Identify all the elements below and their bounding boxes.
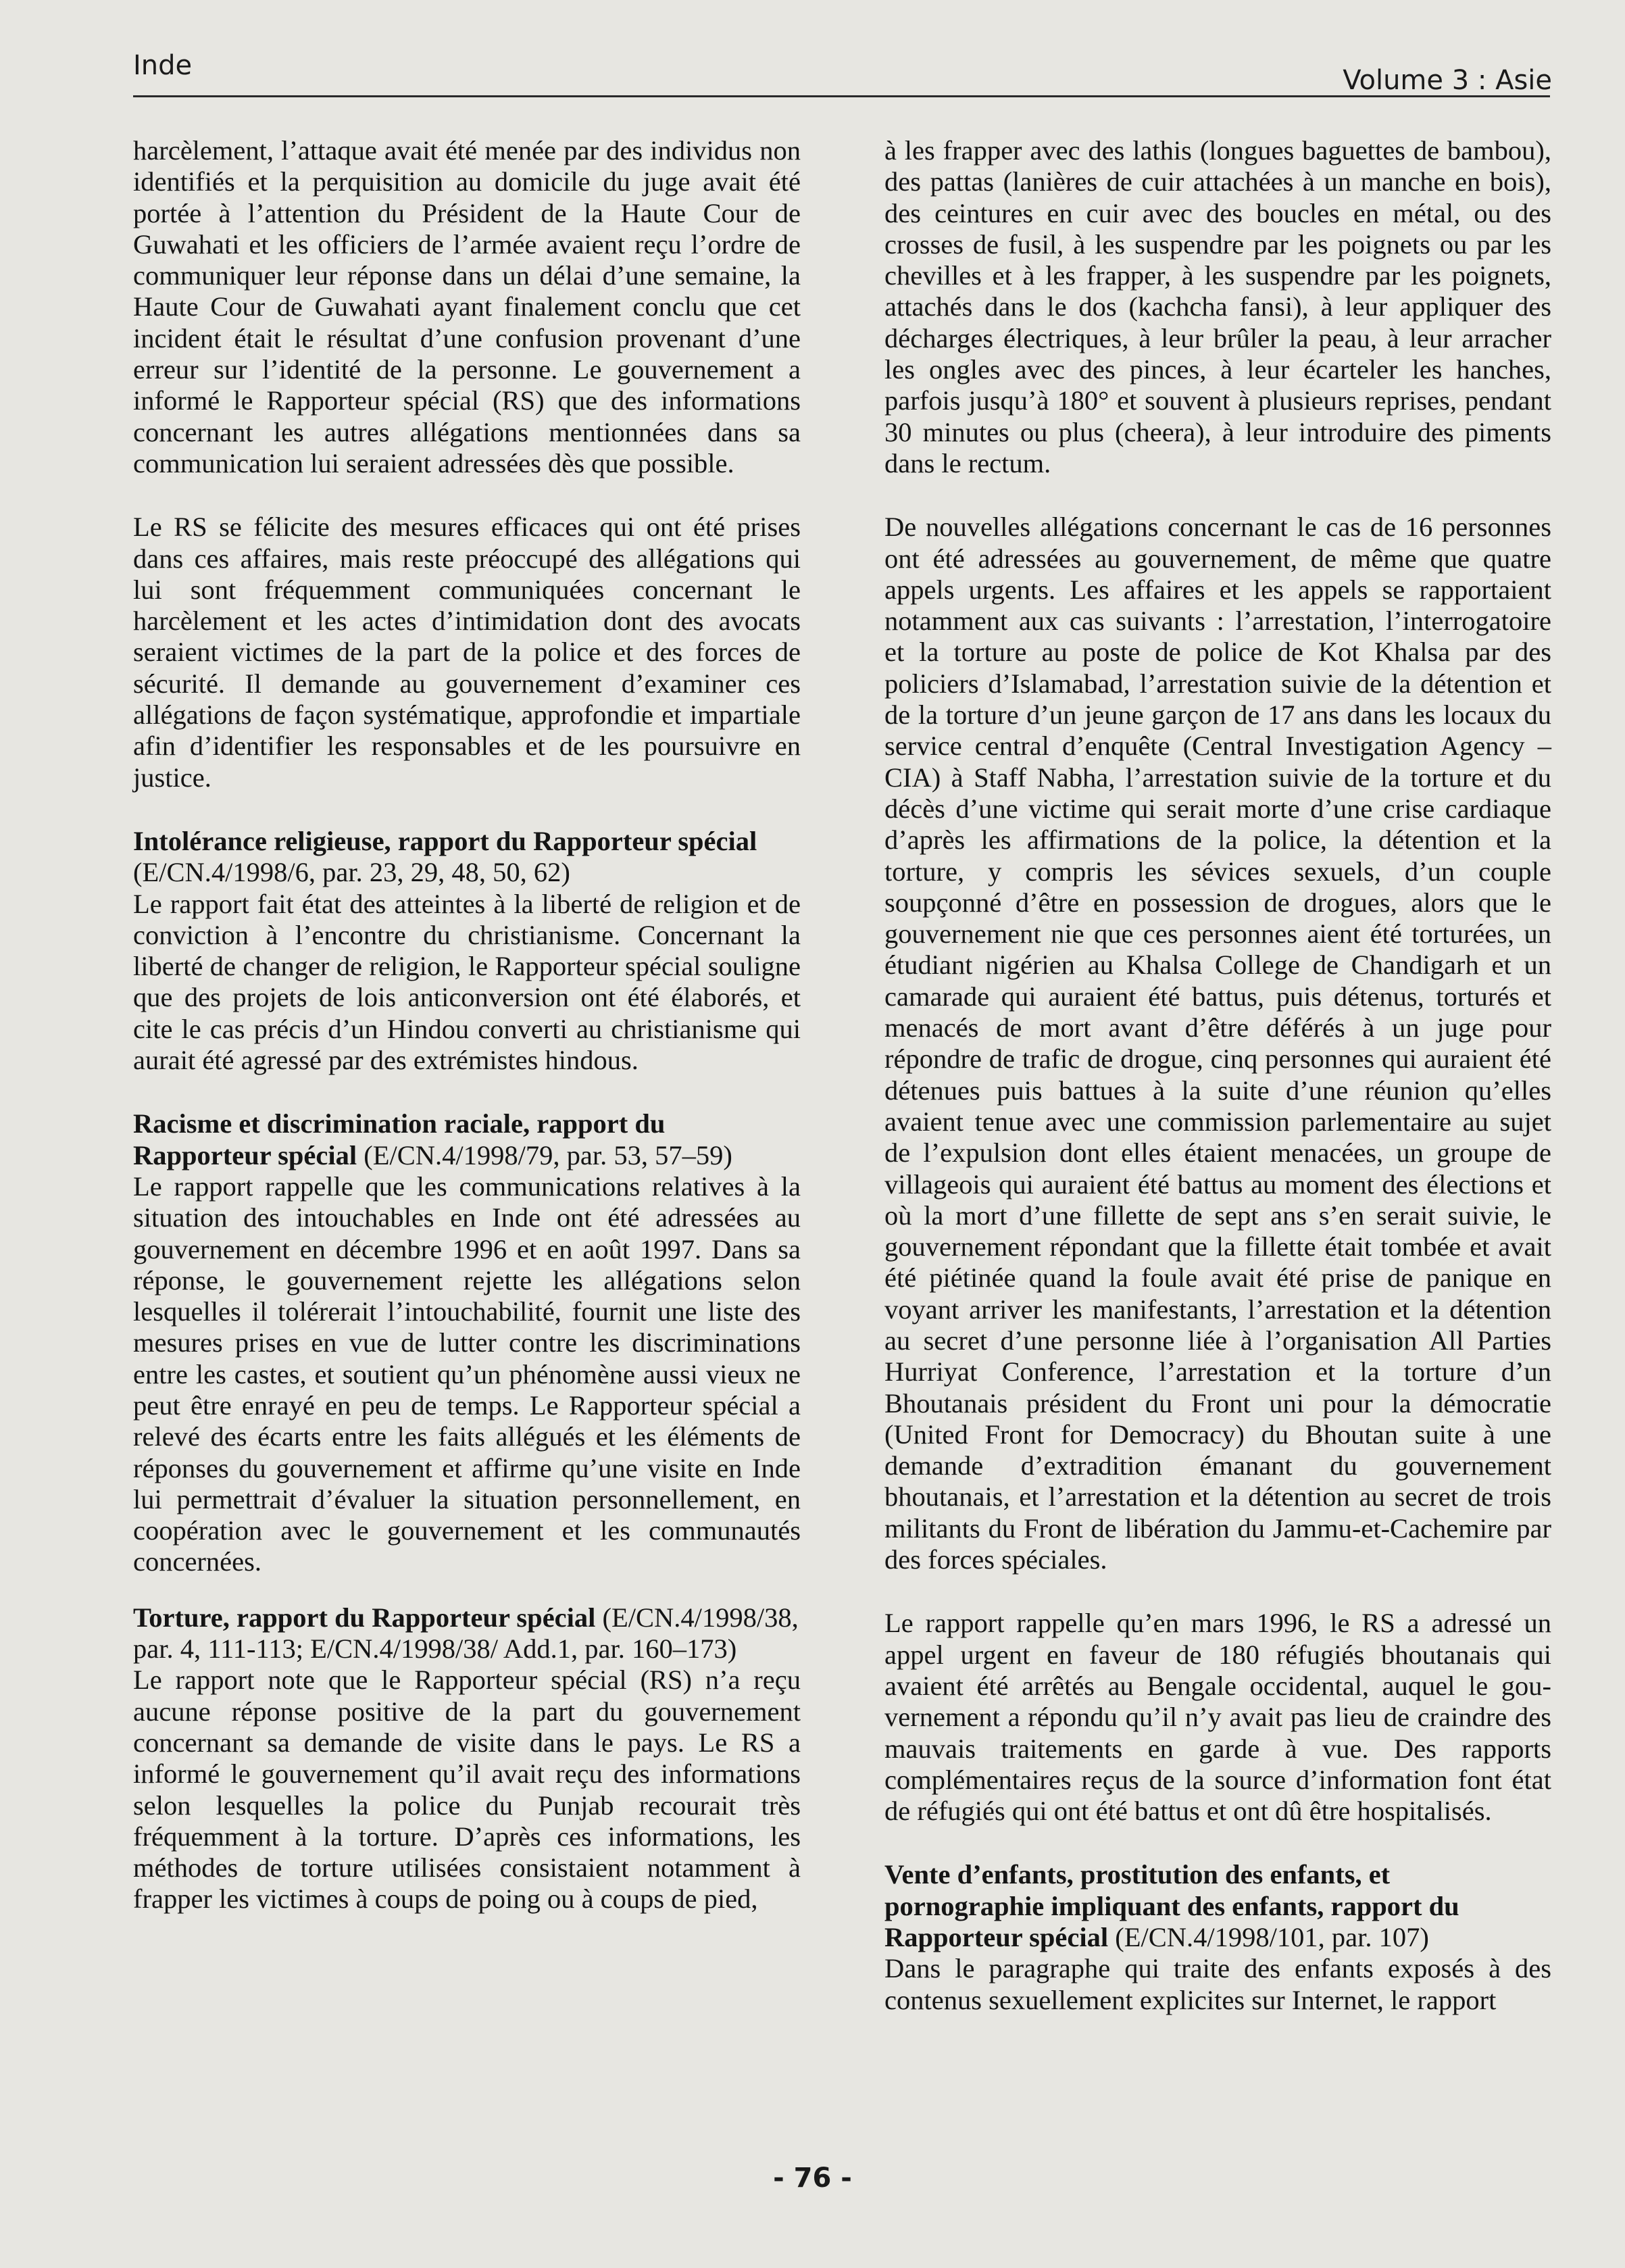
section-heading bbox=[884, 1859, 1551, 1953]
section-heading-title: Torture, rapport du Rapporteur spécial bbox=[133, 1602, 596, 1633]
right-column bbox=[884, 135, 1551, 2016]
section-heading-title: Vente d’enfants, prostitution des enfants, et pornographie impliquant des enfants, rapport du Rapporteur spécial bbox=[884, 1859, 1459, 1953]
paragraph: harcèlement, l’attaque avait été menée par des individus non identifiés et la perquisition au domicile du juge avait été portée à l’attention du Président de la Haute Cour de Guwahati et les officiers de l’armée avaient reçu l’ordre de communiquer leur réponse dans un délai d’une semaine, la Haute Cour de Guwahati ayant finalement conclu que cet incident était le résultat d’une confusion provenant d’une erreur sur l’identité de la personne. Le gouvernement a informé le Rapporteur spécial (RS) que des informations concernant les autres allégations mentionnées dans sa communication lui seraient adressées dès que possible. bbox=[133, 135, 801, 478]
paragraph: à les frapper avec des lathis (longues baguettes de bambou), des pattas (lanières de cuir attachées à un manche en bois), des ceintures en cuir avec des boucles en métal, ou des crosses de fusil, à les suspendre par les poignets ou par les chevilles et à les frapper, à les suspendre par les poignets, attachés dans le dos (kachcha fansi), à leur appliquer des décharges électriques, à leur brûler la peau, à leur arracher les ongles avec des pinces, à leur écarteler les hanches, parfois jusqu’à 180° et souvent à plusieurs reprises, pendant 30 minutes ou plus (cheera), à leur introduire des piments dans le rectum. bbox=[884, 135, 1551, 478]
paragraph: Dans le paragraphe qui traite des enfants exposés à des contenus sexuellement explicites sur Internet, le rapport bbox=[884, 1953, 1551, 2015]
running-header-country: Inde bbox=[133, 50, 193, 81]
section-heading bbox=[133, 1108, 801, 1171]
section-heading-reference: (E/CN.4/1998/6, par. 23, 29, 48, 50, 62) bbox=[133, 857, 570, 888]
paragraph: Le rapport note que le Rapporteur spécial (RS) n’a reçu aucune réponse positive de la part du gouvernement concernant sa demande de visite dans le pays. Le RS a informé le gouvernement qu’il avait reçu des informations selon lesquelles la police du Punjab recourait très fréquemment à la torture. D’après ces informations, les méthodes de torture utilisées consistaient notamment à frapper les victimes à coups de poing ou à coups de pied, bbox=[133, 1665, 801, 1915]
section-heading-reference: (E/CN.4/1998/79, par. 53, 57–59) bbox=[364, 1139, 732, 1170]
paragraph: Le rapport rappelle que les communications relatives à la situation des intouchables en Inde ont été adressées au gouvernement en décembre 1996 et en août 1997. Dans sa réponse, le gouvernement rejette les allégations selon lesquelles il tolérerait l’intouchabilité, fournit une liste des mesures prises en vue de lutter contre les discriminations entre les castes, et soutient qu’un phénomène aussi vieux ne peut être enrayé en peu de temps. Le Rapporteur spécial a relevé des écarts entre les faits allégués et les éléments de réponses du gouvernement et affirme qu’une visite en Inde lui permettrait d’évaluer la situation personnellement, en coopération avec le gouvernement et les communautés concernées. bbox=[133, 1170, 801, 1577]
running-header-volume: Volume 3 : Asie bbox=[1343, 65, 1552, 96]
section-heading bbox=[133, 1602, 801, 1665]
section-heading-reference: (E/CN.4/1998/38, par. 4, 111-113; E/CN.4/1998/38/ Add.1, par. 160–173) bbox=[133, 1602, 799, 1665]
section-heading-title: Racisme et discrimination raciale, rapport du Rapporteur spécial bbox=[133, 1108, 666, 1170]
section-heading bbox=[133, 826, 801, 889]
paragraph: De nouvelles allégations concernant le cas de 16 personnes ont été adressées au gouvernement, de même que quatre appels urgents. Les affaires et les appels se rapportaient notamment aux cas suivants : l’arrestation, l’interrogatoire et la torture au poste de police de Kot Khalsa par des policiers d’Islamabad, l’arrestation suivie de la détention et de la torture d’un jeune garçon de 17 ans dans les locaux du service central d’enquête (Central Investigation Agency – CIA) à Staff Nabha, l’arrestation suivie de la torture et du décès d’une victime qui serait morte d’une crise cardiaque d’après les affirmations de la police, la détention et la torture, y compris les sévices sexuels, d’un couple soupçonné d’être en possession de drogues, alors que le gouvernement nie que ces personnes aient été torturées, un étudiant nigérien au Khalsa College de Chandigarh et un camarade qui auraient été battus, puis détenus, torturés et menacés de mort avant d’être déférés à un juge pour répondre de trafic de drogue, cinq personnes qui auraient été détenues puis battues à la suite d’une réunion qu’elles avaient tenue avec une commission parlementaire au sujet de l’expulsion dont elles étaient menacées, un groupe de villageois qui auraient été battus au moment des élections et où la mort d’une fillette de sept ans s’en serait suivie, le gouvernement répondant que la fillette était tombée et avait été piétinée quand la foule avait été prise de panique en voyant arriver les manifestants, l’arrestation et la détention au secret d’une personne liée à l’organisation All Parties Hurriyat Conference, l’arrestation et la torture d’un Bhoutanais président du Front uni pour la démocratie (United Front for Democracy) du Bhoutan suite à une demande d’extradition émanant du gouvernement bhoutanais, et l’arrestation et la détention au secret de trois militants du Front de libération du Jammu-et-Cachemire par des forces spéciales. bbox=[884, 512, 1551, 1575]
page-number: - 76 - bbox=[773, 2163, 852, 2194]
section-heading-reference: (E/CN.4/1998/101, par. 107) bbox=[1115, 1922, 1429, 1953]
header-rule bbox=[133, 95, 1550, 97]
paragraph: Le RS se félicite des mesures efficaces qui ont été prises dans ces affaires, mais reste préoccupé des allégations qui lui sont fréquemment communiquées concernant le harcèlement et les actes d’intimidation dont des avocats seraient victimes de la part de la police et des forces de sécurité. Il demande au gouvernement d’examiner ces allégations de façon systématique, approfondie et impartiale afin d’identifier les responsables et de les poursuivre en justice. bbox=[133, 512, 801, 793]
section-heading-title: Intolérance religieuse, rapport du Rapporteur spécial bbox=[133, 825, 757, 856]
left-column bbox=[133, 135, 801, 1915]
paragraph: Le rapport fait état des atteintes à la liberté de religion et de conviction à l’encontre du christianisme. Concernant la liberté de changer de religion, le Rapporteur spécial souligne que des projets de lois anticonversion ont été élaborés, et cite le cas précis d’un Hindou converti au christianisme qui aurait été agressé par des extrémistes hindous. bbox=[133, 888, 801, 1076]
paragraph: Le rapport rappelle qu’en mars 1996, le RS a adressé un appel urgent en faveur de 180 réfugiés bhoutanais qui avaient été arrêtés au Bengale occidental, auquel le gouvernement a répondu qu’il n’y avait pas lieu de craindre des mauvais traitements en garde à vue. Des rapports complémentaires reçus de la source d’information font état de réfugiés qui ont été battus et ont dû être hospitalisés. bbox=[884, 1608, 1551, 1827]
